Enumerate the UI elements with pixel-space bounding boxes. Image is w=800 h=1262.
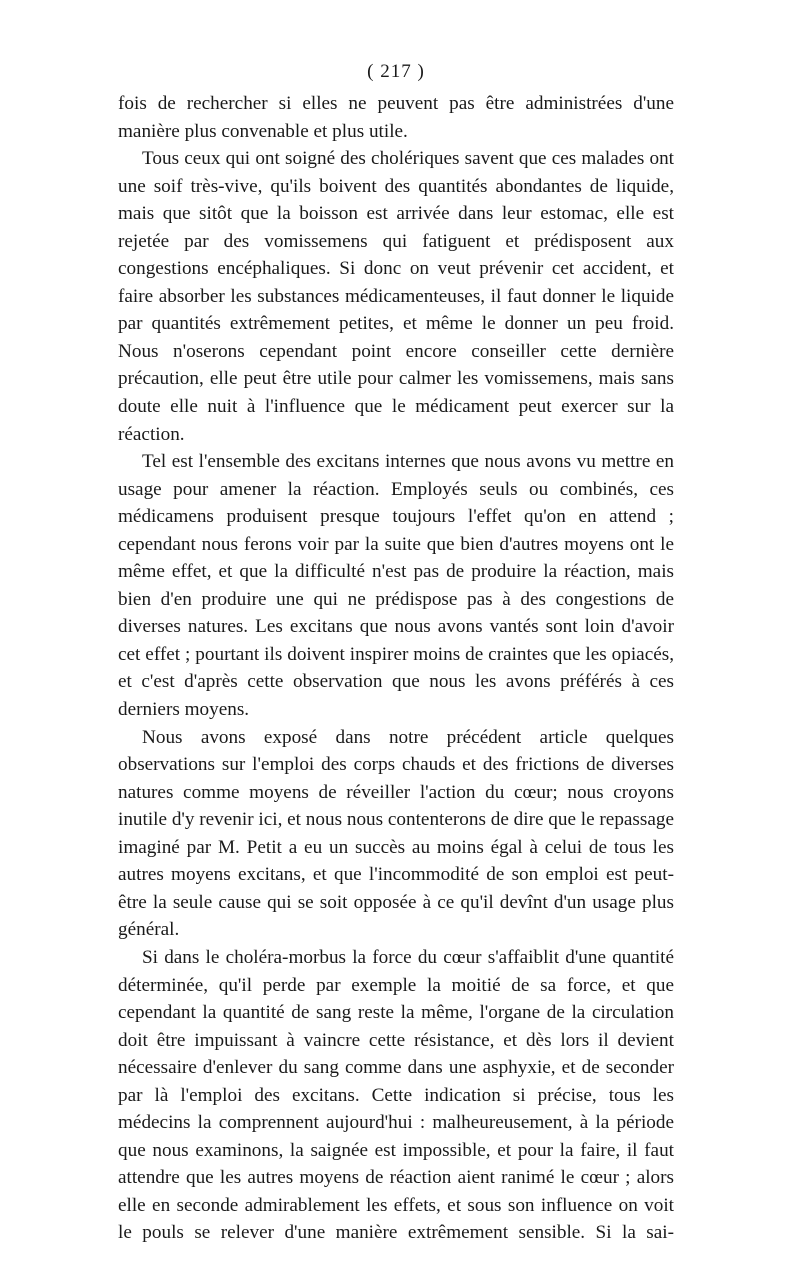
paragraph: Si dans le choléra-morbus la force du cœur s'affaiblit d'une quantité déterminée, qu'il perde par exemple la moitié de sa force, et que cependant la quantité de sang reste la même, l'organe de la circulation doit être impuissant à vaincre cette résistance, et dès lors il devient nécessaire d'enlever du sang comme dans une asphyxie, et de seconder par là l'emploi des excitans. Cette indication si précise, tous les médecins la comprennent aujourd'hui : malheureusement, à la période que nous examinons, la saignée est impossible, et pour la faire, il faut attendre que les autres moyens de réaction aient ranimé le cœur ; alors elle en seconde admirablement les effets, et sous son influence on voit le pouls se relever d'une manière extrêmement sensible. Si la sai-	[118, 946, 674, 1244]
page-number: ( 217 )	[367, 61, 425, 82]
book-page	[118, 58, 674, 1247]
body-text	[118, 90, 674, 1247]
paragraph: Nous avons exposé dans notre précédent article quelques observations sur l'emploi des corps chauds et des frictions de diverses natures comme moyens de réveiller l'action du cœur; nous croyons inutile d'y revenir ici, et nous nous contenterons de dire que le repassage imaginé par M. Petit a eu un succès au moins égal à celui de tous les autres moyens excitans, et que l'incommodité de son emploi est peut-être la seule cause qui se soit opposée à ce qu'il devînt d'un usage plus général.	[118, 726, 674, 941]
paragraph: Tous ceux qui ont soigné des cholériques savent que ces malades ont une soif très-vive, qu'ils boivent des quantités abondantes de liquide, mais que sitôt que la boisson est arrivée dans leur estomac, elle est rejetée par des vomissemens qui fatiguent et prédisposent aux congestions encéphaliques. Si donc on veut prévenir cet accident, et faire absorber les substances médicamenteuses, il faut donner le liquide par quantités extrêmement petites, et même le donner un peu froid. Nous n'oserons cependant point encore conseiller cette dernière précaution, elle peut être utile pour calmer les vomissemens, mais sans doute elle nuit à l'influence que le médicament peut exercer sur la réaction.	[118, 148, 674, 445]
paragraph: fois de rechercher si elles ne peuvent pas être administrées d'une manière plus convenable et plus utile.	[118, 93, 674, 142]
paragraph: Tel est l'ensemble des excitans internes que nous avons vu mettre en usage pour amener la réaction. Employés seuls ou combinés, ces médicamens produisent presque toujours l'effet qu'on en attend ; cependant nous ferons voir par la suite que bien d'autres moyens ont le même effet, et que la difficulté n'est pas de produire la réaction, mais bien d'en produire une qui ne prédispose pas à des congestions de diverses natures. Les excitans que nous avons vantés sont loin d'avoir cet effet ; pourtant ils doivent inspirer moins de craintes que les opiacés, et c'est d'après cette observation que nous les avons préférés à ces derniers moyens.	[118, 451, 674, 721]
